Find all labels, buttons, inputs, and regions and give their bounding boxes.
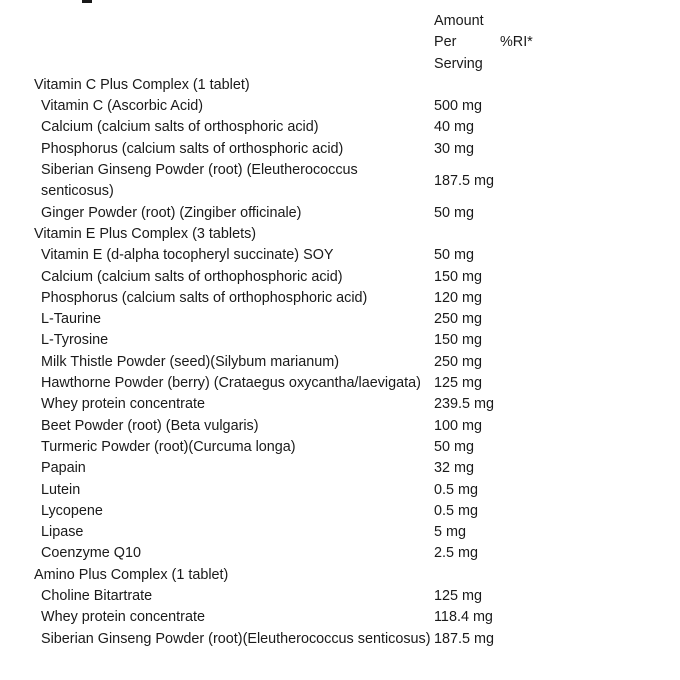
ingredient-name: Choline Bitartrate	[41, 588, 153, 605]
ingredient-name: Phosphorus (calcium salts of orthosphoric acid)	[41, 140, 344, 157]
ingredient-amount: 120 mg	[434, 289, 482, 306]
group-title-row	[34, 224, 554, 245]
ingredient-amount: 50 mg	[434, 438, 474, 455]
ingredient-name: Ginger Powder (root) (Zingiber officinale)	[41, 204, 302, 221]
group-title: Vitamin E Plus Complex (3 tablets)	[34, 225, 257, 242]
ingredient-ri	[500, 607, 554, 628]
ingredient-amount: 187.5 mg	[434, 630, 495, 647]
ingredient-amount: 250 mg	[434, 311, 482, 328]
table-row	[34, 203, 554, 224]
empty-cell	[500, 75, 554, 96]
empty-cell	[500, 224, 554, 245]
table-row	[34, 416, 554, 437]
table-row	[34, 117, 554, 138]
table-row	[34, 139, 554, 160]
ingredient-name: Siberian Ginseng Powder (root)(Eleutherococcus senticosus)	[41, 630, 431, 647]
ingredient-ri	[500, 288, 554, 309]
ingredient-ri	[500, 203, 554, 224]
table-row	[34, 267, 554, 288]
ingredient-name: Beet Powder (root) (Beta vulgaris)	[41, 417, 259, 434]
ri-header	[500, 11, 554, 75]
ingredient-amount: 187.5 mg	[434, 172, 495, 189]
ingredient-ri	[500, 416, 554, 437]
group-title-row	[34, 75, 554, 96]
table-row	[34, 522, 554, 543]
table-row	[34, 352, 554, 373]
ingredient-amount: 250 mg	[434, 353, 482, 370]
ingredient-amount: 150 mg	[434, 268, 482, 285]
table-row	[34, 309, 554, 330]
ingredient-ri	[500, 96, 554, 117]
amount-header-line: Per	[434, 34, 457, 51]
ingredient-ri	[500, 480, 554, 501]
ingredient-name: Whey protein concentrate	[41, 396, 205, 413]
ingredient-name: Papain	[41, 460, 86, 477]
ingredient-name: L-Tyrosine	[41, 332, 109, 349]
ingredient-amount: 0.5 mg	[434, 502, 478, 519]
ingredient-amount: 40 mg	[434, 119, 474, 136]
table-row	[34, 96, 554, 117]
ingredient-amount: 125 mg	[434, 588, 482, 605]
ingredient-ri	[500, 245, 554, 266]
ingredient-name: Lycopene	[41, 502, 103, 519]
empty-cell	[434, 565, 500, 586]
ingredient-amount: 100 mg	[434, 417, 482, 434]
ingredient-ri	[500, 586, 554, 607]
ingredient-name: Vitamin E (d-alpha tocopheryl succinate) SOY	[41, 247, 334, 264]
table-row	[34, 629, 554, 650]
empty-cell	[500, 565, 554, 586]
table-row	[34, 394, 554, 415]
ingredient-amount: 500 mg	[434, 98, 482, 115]
ingredient-ri	[500, 522, 554, 543]
ingredient-amount: 5 mg	[434, 524, 466, 541]
ingredient-name: Milk Thistle Powder (seed)(Silybum marianum)	[41, 353, 340, 370]
ingredient-amount: 125 mg	[434, 375, 482, 392]
table-row	[34, 373, 554, 394]
table-row	[34, 437, 554, 458]
ingredient-name: Lipase	[41, 524, 84, 541]
ingredient-ri	[500, 373, 554, 394]
ingredient-ri	[500, 458, 554, 479]
group-title: Vitamin C Plus Complex (1 tablet)	[34, 76, 250, 93]
table-row	[34, 543, 554, 564]
ingredient-amount: 2.5 mg	[434, 545, 478, 562]
cut-off-text-fragment	[82, 0, 92, 3]
ingredient-name: Siberian Ginseng Powder (root) (Eleutherococcus senticosus)	[41, 162, 358, 200]
nutrition-table	[34, 11, 554, 650]
ingredient-name: Calcium (calcium salts of orthosphoric acid)	[41, 119, 319, 136]
table-row	[34, 480, 554, 501]
ingredient-amount: 50 mg	[434, 247, 474, 264]
ingredient-name: Coenzyme Q10	[41, 545, 141, 562]
ingredient-amount: 118.4 mg	[434, 609, 493, 626]
ingredient-name: Phosphorus (calcium salts of orthophosphoric acid)	[41, 289, 368, 306]
empty-cell	[434, 224, 500, 245]
ingredient-amount: 150 mg	[434, 332, 482, 349]
table-row	[34, 458, 554, 479]
ingredient-amount: 30 mg	[434, 140, 474, 157]
ingredient-amount: 32 mg	[434, 460, 474, 477]
table-header-row	[34, 11, 554, 75]
ingredient-name: Turmeric Powder (root)(Curcuma longa)	[41, 438, 296, 455]
ingredient-name: Vitamin C (Ascorbic Acid)	[41, 98, 204, 115]
table-row	[34, 607, 554, 628]
table-row	[34, 586, 554, 607]
ingredient-amount: 0.5 mg	[434, 481, 478, 498]
empty-cell	[434, 75, 500, 96]
ingredient-amount: 50 mg	[434, 204, 474, 221]
ingredient-name: L-Taurine	[41, 311, 101, 328]
ingredient-name: Calcium (calcium salts of orthophosphoric acid)	[41, 268, 343, 285]
ingredient-ri	[500, 543, 554, 564]
ingredient-ri	[500, 309, 554, 330]
amount-header-line: Amount	[434, 13, 484, 29]
ingredient-ri	[500, 501, 554, 522]
amount-per-serving-header	[434, 11, 500, 75]
ingredient-ri	[500, 160, 554, 203]
header-blank-cell	[34, 11, 434, 75]
table-row	[34, 501, 554, 522]
ingredient-name: Whey protein concentrate	[41, 609, 205, 626]
ingredient-ri	[500, 394, 554, 415]
ingredient-name: Lutein	[41, 481, 81, 498]
table-row	[34, 330, 554, 351]
table-row	[34, 245, 554, 266]
group-title: Amino Plus Complex (1 tablet)	[34, 566, 229, 583]
ingredient-ri	[500, 629, 554, 650]
table-row	[34, 288, 554, 309]
ingredient-name: Hawthorne Powder (berry) (Crataegus oxycantha/laevigata)	[41, 375, 421, 392]
ingredient-ri	[500, 117, 554, 138]
ingredient-ri	[500, 139, 554, 160]
ingredient-amount: 239.5 mg	[434, 396, 495, 413]
group-title-row	[34, 565, 554, 586]
ingredient-ri	[500, 352, 554, 373]
ingredient-ri	[500, 437, 554, 458]
ingredient-ri	[500, 330, 554, 351]
amount-header-line: Serving	[434, 55, 483, 72]
ri-header-label: %RI*	[500, 34, 533, 51]
table-row	[34, 160, 554, 203]
ingredient-ri	[500, 267, 554, 288]
